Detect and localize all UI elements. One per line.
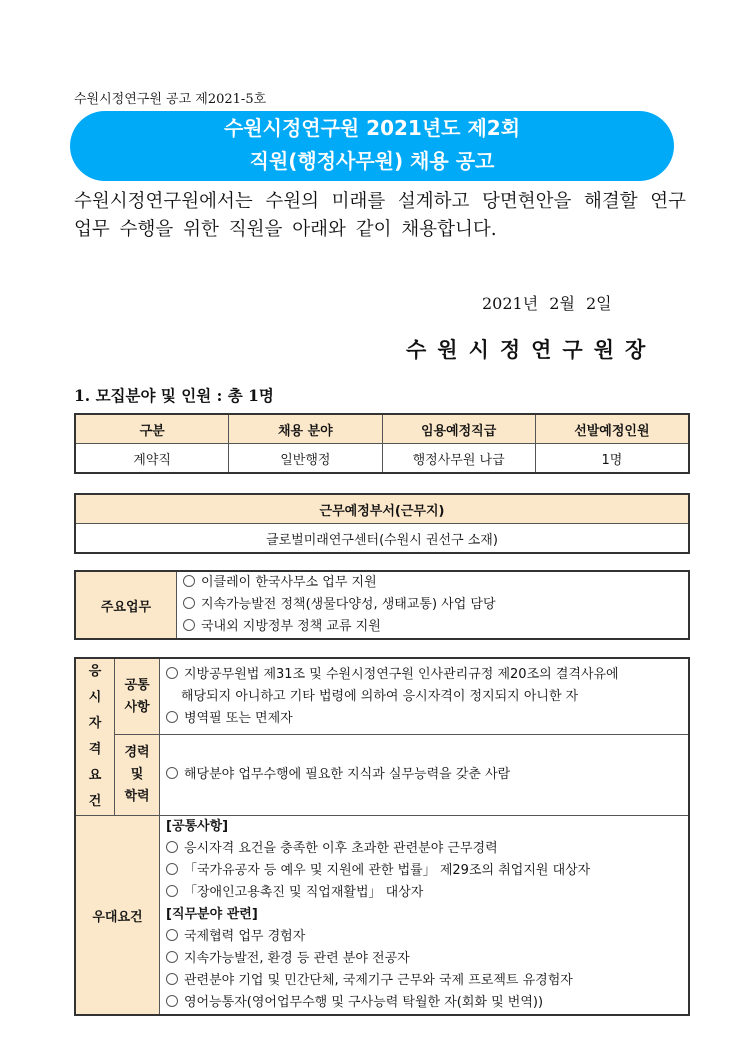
circle-bullet-icon: [166, 995, 178, 1007]
common-label: [115, 658, 160, 735]
preferences-field-heading: [직무분야 관련]: [166, 907, 258, 922]
table-row: [75, 444, 689, 474]
circle-bullet-icon: [166, 841, 178, 853]
list-item: [166, 860, 688, 882]
label-line: 경력: [124, 745, 150, 761]
circle-bullet-icon: [166, 951, 178, 963]
announcement-date: 2021년 2월 2일: [482, 294, 612, 313]
label-line: 사항: [124, 699, 150, 715]
label-char: 건: [88, 794, 102, 809]
label-line: 공통: [124, 677, 150, 693]
duties-label: 주요업무: [75, 571, 177, 639]
preferences-common-heading: [공통사항]: [166, 819, 229, 834]
list-item: [166, 948, 688, 970]
item-text: 지방공무원법 제31조 및 수원시정연구원 인사관리규정 제20조의 결격사유에: [184, 666, 619, 682]
item-text: 해당분야 업무수행에 필요한 지식과 실무능력을 갖춘 사람: [184, 767, 511, 783]
table-header-row: [75, 414, 689, 444]
circle-bullet-icon: [183, 575, 195, 587]
item-text: 지속가능발전, 환경 등 관련 분야 전공자: [184, 951, 410, 966]
list-item: [166, 708, 688, 730]
col-header: 임용예정직급: [382, 414, 535, 444]
col-header: 선발예정인원: [535, 414, 689, 444]
circle-bullet-icon: [166, 929, 178, 941]
item-text: 「국가유공자 등 예우 및 지원에 관한 법률」 제29조의 취업지원 대상자: [184, 863, 591, 878]
circle-bullet-icon: [166, 767, 178, 779]
circle-bullet-icon: [166, 667, 178, 679]
list-item: [166, 838, 688, 860]
preferences-row: [75, 816, 689, 1016]
title-banner: [70, 111, 674, 181]
career-item: [160, 735, 690, 816]
circle-bullet-icon: [183, 597, 195, 609]
qualification-vertical-label: [75, 658, 115, 816]
label-char: 응: [88, 664, 102, 679]
qualifications-table: [74, 657, 690, 1016]
title-line-2: 직원(행정사무원) 채용 공고: [249, 149, 495, 173]
item-text: 응시자격 요건을 충족한 이후 초과한 관련분야 근무경력: [184, 841, 498, 856]
item-text: 영어능통자(영어업무수행 및 구사능력 탁월한 자(회화 및 번역)): [184, 995, 544, 1010]
duty-item: [177, 571, 690, 594]
circle-bullet-icon: [166, 711, 178, 723]
cell: 계약직: [75, 444, 229, 474]
list-item: [166, 970, 688, 992]
list-item: [166, 882, 688, 904]
duty-text: 국내외 지방정부 정책 교류 지원: [201, 619, 381, 634]
department-table: [74, 493, 690, 554]
duty-item: [177, 616, 690, 639]
common-items: [160, 658, 690, 735]
preferences-items: [160, 816, 690, 1016]
duty-text: 이클레이 한국사무소 업무 지원: [201, 575, 377, 590]
intro-paragraph: 수원시정연구원에서는 수원의 미래를 설계하고 당면현안을 해결할 연구업무 수행을 위한 직원을 아래와 같이 채용합니다.: [74, 191, 686, 240]
section-1-title: 1. 모집분야 및 인원 : 총 1명: [74, 386, 274, 405]
dept-header: 근무예정부서(근무지): [75, 494, 689, 524]
career-label: [115, 735, 160, 816]
list-item: [166, 664, 688, 686]
label-line: 및: [130, 767, 144, 783]
circle-bullet-icon: [166, 973, 178, 985]
career-row: [75, 735, 689, 816]
col-header: 채용 분야: [229, 414, 382, 444]
item-text: 국제협력 업무 경험자: [184, 929, 306, 944]
cell: 일반행정: [229, 444, 382, 474]
label-char: 요: [88, 768, 102, 783]
label-line: 학력: [124, 789, 150, 805]
item-text: 관련분야 기업 및 민간단체, 국제기구 근무와 국제 프로젝트 유경험자: [184, 973, 573, 988]
duty-text: 지속가능발전 정책(생물다양성, 생태교통) 사업 담당: [201, 597, 496, 612]
dept-value: 글로벌미래연구센터(수원시 권선구 소재): [75, 524, 689, 554]
list-item: [166, 992, 688, 1014]
list-item: [166, 926, 688, 948]
preferences-label: 우대요건: [75, 816, 160, 1016]
cell: 행정사무원 나급: [382, 444, 535, 474]
label-char: 자: [88, 716, 102, 731]
item-text-continued: 해당되지 아니하고 기타 법령에 의하여 응시자격이 정지되지 아니한 자: [181, 688, 579, 704]
notice-number: 수원시정연구원 공고 제2021-5호: [74, 92, 267, 107]
signer: 수원시정연구원장: [406, 337, 657, 362]
item-text: 병역필 또는 면제자: [184, 710, 293, 726]
circle-bullet-icon: [183, 619, 195, 631]
duty-item: [177, 594, 690, 616]
common-row: [75, 658, 689, 735]
recruitment-table: [74, 413, 690, 474]
title-line-1: 수원시정연구원 2021년도 제2회: [223, 116, 521, 140]
item-text: 「장애인고용촉진 및 직업재활법」 대상자: [184, 885, 424, 900]
col-header: 구분: [75, 414, 229, 444]
cell: 1명: [535, 444, 689, 474]
circle-bullet-icon: [166, 885, 178, 897]
circle-bullet-icon: [166, 863, 178, 875]
label-char: 격: [88, 742, 102, 757]
duties-table: [74, 570, 690, 640]
label-char: 시: [88, 690, 102, 705]
